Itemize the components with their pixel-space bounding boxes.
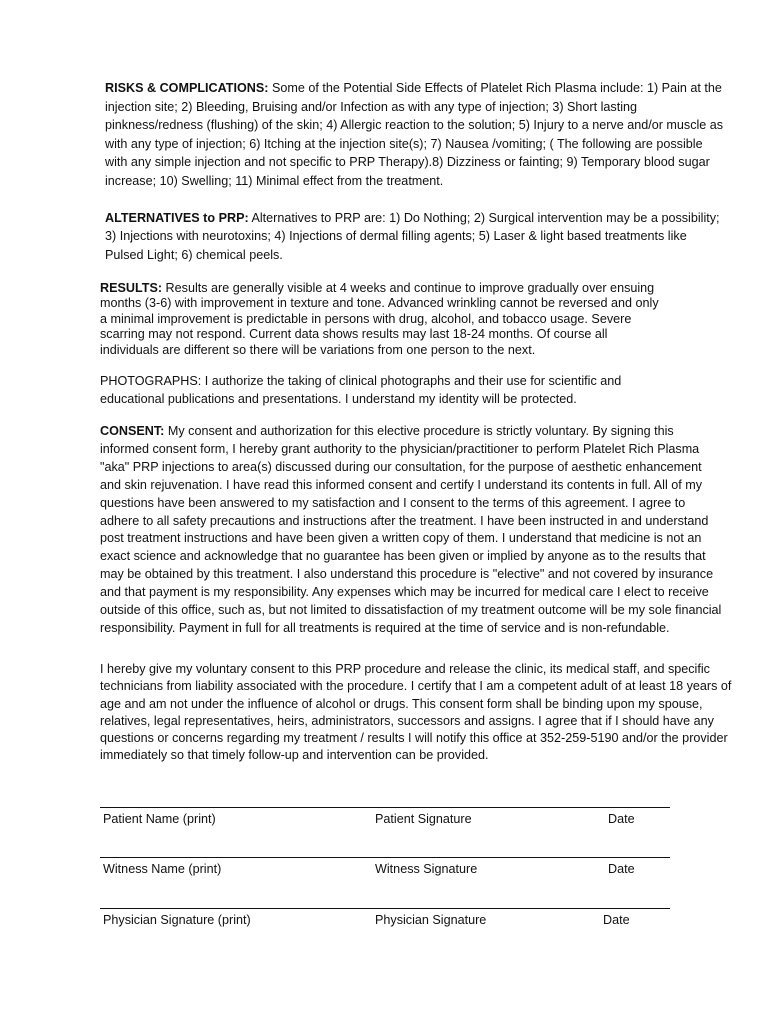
consent-heading: CONSENT: (100, 424, 165, 438)
release-text: I hereby give my voluntary consent to this PRP procedure and release the clinic, its medical staff, and specific technicians from liability associated with the procedure. I certify that I am a competent adult of at least 18 years of age and am not under the influence of alcohol or drugs. This consent form shall be binding upon my spouse, relatives, legal representatives, heirs, administrators, successors and assigns. I agree that if I should have any questions or concerns regarding my treatment / results I will notify this office at 352-259-5190 and/or the provider immediately so that timely follow-up and intervention can be provided. (100, 662, 732, 763)
witness-signature-label: Witness Signature (375, 862, 478, 876)
photographs-text: I authorize the taking of clinical photographs and their use for scientific and educational publications and presentations. I understand my identity will be protected. (100, 374, 622, 406)
physician-name-label: Physician Signature (print) (103, 913, 251, 927)
alternatives-heading: ALTERNATIVES to PRP: (105, 211, 249, 225)
witness-date-label: Date (608, 862, 635, 876)
results-text: Results are generally visible at 4 weeks and continue to improve gradually over ensuing months (3-6) with improvement in texture and tone. Advanced wrinkling cannot be reversed and only a minimal improvement is predictable in persons with drug, alcohol, and tobacco usage. Severe scarring may not respond. Current data shows results may last 18-24 months. Of course all individuals are different so there will be variations from one person to the next. (100, 281, 659, 357)
patient-date-label: Date (608, 812, 635, 826)
alternatives-paragraph (105, 209, 725, 264)
risks-paragraph (105, 79, 725, 191)
physician-date-label: Date (603, 913, 630, 927)
patient-signature-label: Patient Signature (375, 812, 472, 826)
results-paragraph (100, 281, 660, 358)
consent-text: My consent and authorization for this elective procedure is strictly voluntary. By signing this informed consent form, I hereby grant authority to the physician/practitioner to perform Platelet Rich Plasma "aka" PRP injections to area(s) discussed during our consultation, for the purpose of aesthetic enhancement and skin rejuvenation. I have read this informed consent and certify I understand its contents in full. All of my questions have been answered to my satisfaction and I consent to the terms of this agreement. I agree to adhere to all safety precautions and instructions after the treatment. I have been instructed in and understand post treatment instructions and have been given a written copy of them. I understand that medicine is not an exact science and acknowledge that no guarantee has been given or implied by anyone as to the results that may be obtained by this treatment. I also understand this procedure is "elective" and not covered by insurance and that payment is my responsibility. Any expenses which may be incurred for medical care I elect to receive outside of this office, such as, but not limited to dissatisfaction of my treatment outcome will be my sole financial responsibility. Payment in full for all treatments is required at the time of service and is non-refundable. (100, 424, 722, 635)
patient-name-label: Patient Name (print) (103, 812, 216, 826)
physician-signature-line[interactable] (100, 908, 670, 909)
consent-paragraph (100, 423, 725, 638)
risks-heading: RISKS & COMPLICATIONS: (105, 81, 269, 95)
results-heading: RESULTS: (100, 281, 163, 295)
patient-signature-line[interactable] (100, 807, 670, 808)
risks-text: Some of the Potential Side Effects of Platelet Rich Plasma include: 1) Pain at the injection site; 2) Bleeding, Bruising and/or Infection as with any type of injection; 3) Short lasting pinkness/redness (flushing) of the skin; 4) Allergic reaction to the solution; 5) Injury to a nerve and/or muscle as with any type of injection; 6) Itching at the injection site(s); 7) Nausea /vomiting; ( The following are possible with any simple injection and not specific to PRP Therapy).8) Dizziness or fainting; 9) Temporary blood sugar increase; 10) Swelling; 11) Minimal effect from the treatment. (105, 81, 724, 188)
photographs-heading: PHOTOGRAPHS: (100, 374, 202, 388)
witness-name-label: Witness Name (print) (103, 862, 222, 876)
release-paragraph (100, 661, 740, 765)
photographs-paragraph (100, 373, 660, 408)
physician-signature-label: Physician Signature (375, 913, 487, 927)
witness-signature-line[interactable] (100, 857, 670, 858)
alternatives-text: Alternatives to PRP are: 1) Do Nothing; 2) Surgical intervention may be a possibility; 3) Injections with neurotoxins; 4) Injections of dermal filling agents; 5) Laser & light based treatments like Pulsed Light; 6) chemical peels. (105, 211, 720, 262)
